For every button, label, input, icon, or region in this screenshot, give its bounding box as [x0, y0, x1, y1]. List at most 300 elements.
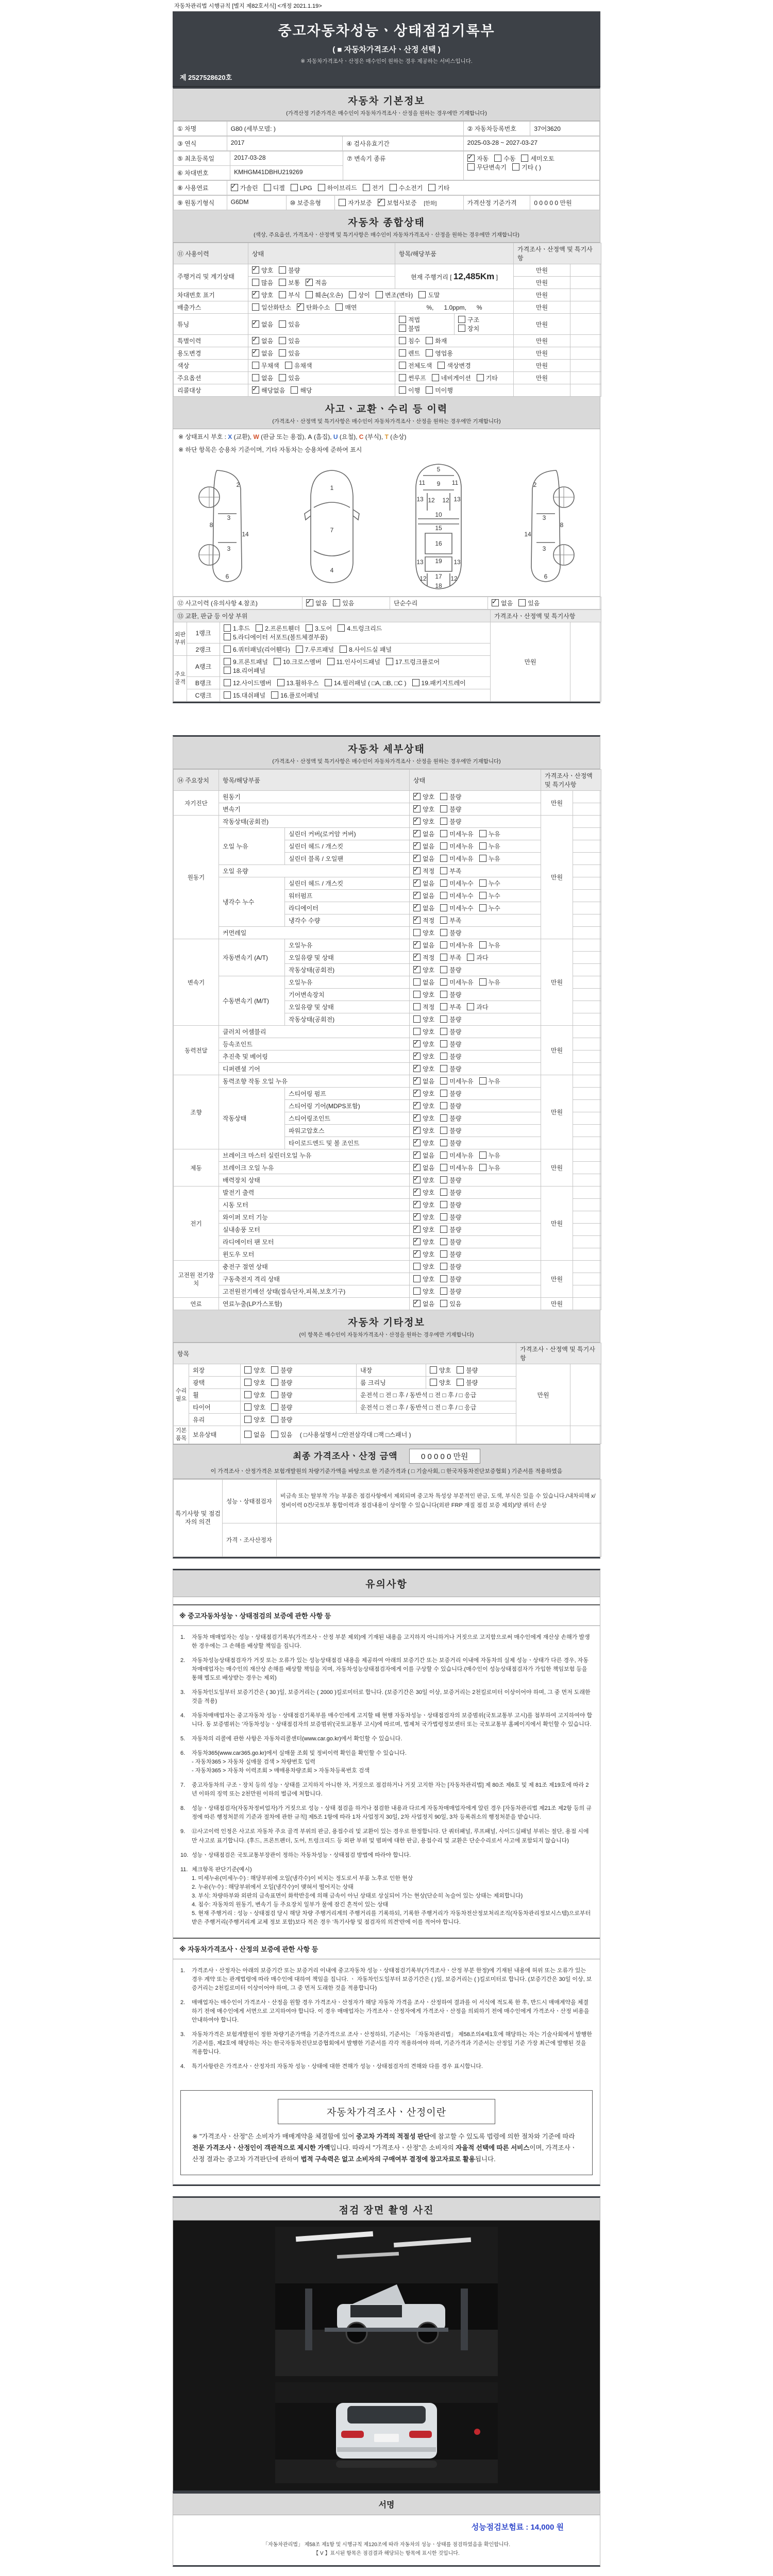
checked-checkbox-icon[interactable]: [413, 805, 421, 812]
unchecked-checkbox-icon[interactable]: [479, 1151, 486, 1159]
checkbox-option[interactable]: [224, 624, 250, 633]
unchecked-checkbox-icon[interactable]: [440, 1102, 447, 1109]
checkbox-option[interactable]: [413, 1238, 434, 1246]
checkbox-option[interactable]: [494, 154, 515, 163]
checkbox-option[interactable]: [413, 1027, 434, 1036]
checkbox-option[interactable]: [256, 624, 300, 633]
unchecked-checkbox-icon[interactable]: [335, 303, 343, 311]
unchecked-checkbox-icon[interactable]: [440, 1053, 447, 1060]
unchecked-checkbox-icon[interactable]: [479, 941, 486, 948]
unchecked-checkbox-icon[interactable]: [264, 184, 271, 191]
checked-checkbox-icon[interactable]: [413, 855, 421, 862]
unchecked-checkbox-icon[interactable]: [440, 904, 447, 911]
checkbox-option[interactable]: [412, 679, 466, 687]
unchecked-checkbox-icon[interactable]: [479, 842, 486, 850]
checkbox-option[interactable]: [297, 303, 330, 312]
unchecked-checkbox-icon[interactable]: [467, 1003, 474, 1010]
checkbox-option[interactable]: [440, 891, 473, 900]
unchecked-checkbox-icon[interactable]: [440, 978, 447, 986]
unchecked-checkbox-icon[interactable]: [467, 954, 474, 961]
checkbox-option[interactable]: [479, 829, 500, 838]
checked-checkbox-icon[interactable]: [413, 1213, 421, 1221]
unchecked-checkbox-icon[interactable]: [438, 362, 445, 369]
unchecked-checkbox-icon[interactable]: [413, 1263, 421, 1270]
unchecked-checkbox-icon[interactable]: [440, 1015, 447, 1023]
checkbox-option[interactable]: [413, 1200, 434, 1209]
unchecked-checkbox-icon[interactable]: [440, 929, 447, 936]
checkbox-option[interactable]: [413, 928, 434, 937]
checkbox-option[interactable]: [252, 278, 273, 287]
checkbox-option[interactable]: [413, 1015, 434, 1024]
unchecked-checkbox-icon[interactable]: [279, 374, 286, 381]
checked-checkbox-icon[interactable]: [252, 337, 259, 344]
unchecked-checkbox-icon[interactable]: [440, 1238, 447, 1245]
unchecked-checkbox-icon[interactable]: [440, 793, 447, 800]
unchecked-checkbox-icon[interactable]: [271, 1416, 278, 1423]
unchecked-checkbox-icon[interactable]: [399, 374, 406, 381]
checkbox-option[interactable]: [224, 679, 272, 687]
unchecked-checkbox-icon[interactable]: [440, 1263, 447, 1270]
checked-checkbox-icon[interactable]: [492, 599, 499, 606]
checkbox-option[interactable]: [318, 183, 357, 192]
checkbox-option[interactable]: [252, 349, 273, 358]
unchecked-checkbox-icon[interactable]: [279, 320, 286, 328]
unchecked-checkbox-icon[interactable]: [399, 337, 406, 344]
unchecked-checkbox-icon[interactable]: [224, 633, 231, 640]
checkbox-option[interactable]: [390, 183, 423, 192]
unchecked-checkbox-icon[interactable]: [413, 1028, 421, 1035]
checkbox-option[interactable]: [413, 1225, 434, 1234]
unchecked-checkbox-icon[interactable]: [518, 599, 526, 606]
checkbox-option[interactable]: [279, 278, 300, 287]
checkbox-option[interactable]: [438, 361, 470, 370]
checked-checkbox-icon[interactable]: [413, 1114, 421, 1122]
checkbox-option[interactable]: [335, 303, 357, 312]
checkbox-option[interactable]: [440, 1139, 461, 1147]
checkbox-option[interactable]: [399, 315, 420, 324]
checkbox-option[interactable]: [413, 854, 434, 863]
checked-checkbox-icon[interactable]: [413, 892, 421, 899]
unchecked-checkbox-icon[interactable]: [274, 658, 281, 665]
unchecked-checkbox-icon[interactable]: [318, 184, 325, 191]
unchecked-checkbox-icon[interactable]: [479, 830, 486, 837]
unchecked-checkbox-icon[interactable]: [426, 337, 433, 344]
unchecked-checkbox-icon[interactable]: [291, 184, 298, 191]
checkbox-option[interactable]: [244, 1391, 265, 1399]
checkbox-option[interactable]: [440, 978, 473, 987]
checkbox-option[interactable]: [413, 1052, 434, 1061]
checkbox-option[interactable]: [413, 990, 434, 999]
checkbox-option[interactable]: [413, 1003, 434, 1011]
unchecked-checkbox-icon[interactable]: [325, 679, 332, 686]
checkbox-option[interactable]: [440, 817, 461, 826]
checkbox-option[interactable]: [306, 291, 343, 299]
unchecked-checkbox-icon[interactable]: [244, 1366, 251, 1374]
checkbox-option[interactable]: [440, 1262, 461, 1271]
checkbox-option[interactable]: [440, 1114, 461, 1123]
unchecked-checkbox-icon[interactable]: [521, 155, 528, 162]
checkbox-option[interactable]: [413, 978, 434, 987]
checkbox-option[interactable]: [306, 278, 327, 287]
checkbox-option[interactable]: [479, 1151, 500, 1160]
checkbox-option[interactable]: [296, 645, 334, 654]
checkbox-option[interactable]: [479, 854, 500, 863]
checkbox-option[interactable]: [479, 891, 500, 900]
unchecked-checkbox-icon[interactable]: [440, 830, 447, 837]
checked-checkbox-icon[interactable]: [413, 1077, 421, 1084]
unchecked-checkbox-icon[interactable]: [440, 1139, 447, 1146]
checkbox-option[interactable]: [440, 1250, 461, 1259]
unchecked-checkbox-icon[interactable]: [271, 691, 278, 699]
checkbox-option[interactable]: [224, 691, 265, 700]
checked-checkbox-icon[interactable]: [252, 349, 259, 357]
checked-checkbox-icon[interactable]: [413, 1250, 421, 1258]
checkbox-option[interactable]: [244, 1430, 265, 1439]
unchecked-checkbox-icon[interactable]: [467, 163, 475, 171]
checkbox-option[interactable]: [440, 941, 473, 950]
checkbox-option[interactable]: [277, 679, 319, 687]
checked-checkbox-icon[interactable]: [413, 904, 421, 911]
checkbox-option[interactable]: [440, 1040, 461, 1048]
unchecked-checkbox-icon[interactable]: [458, 316, 465, 323]
checkbox-option[interactable]: [252, 336, 273, 345]
unchecked-checkbox-icon[interactable]: [440, 1300, 447, 1307]
unchecked-checkbox-icon[interactable]: [432, 374, 439, 381]
checkbox-option[interactable]: [252, 374, 273, 382]
unchecked-checkbox-icon[interactable]: [440, 991, 447, 998]
checkbox-option[interactable]: [440, 867, 461, 875]
checkbox-option[interactable]: [279, 291, 300, 299]
checkbox-option[interactable]: [413, 953, 434, 962]
checkbox-option[interactable]: [440, 1188, 461, 1197]
checkbox-option[interactable]: [440, 1275, 461, 1283]
checked-checkbox-icon[interactable]: [413, 1300, 421, 1307]
checkbox-option[interactable]: [479, 1077, 500, 1086]
checkbox-option[interactable]: [244, 1415, 265, 1424]
unchecked-checkbox-icon[interactable]: [399, 349, 406, 357]
unchecked-checkbox-icon[interactable]: [440, 1040, 447, 1047]
checkbox-option[interactable]: [413, 1275, 434, 1283]
unchecked-checkbox-icon[interactable]: [252, 374, 259, 381]
checked-checkbox-icon[interactable]: [413, 966, 421, 973]
checkbox-option[interactable]: [224, 666, 265, 675]
unchecked-checkbox-icon[interactable]: [256, 624, 263, 632]
checkbox-option[interactable]: [467, 1003, 488, 1011]
unchecked-checkbox-icon[interactable]: [279, 266, 286, 274]
checked-checkbox-icon[interactable]: [413, 1201, 421, 1208]
checkbox-option[interactable]: [440, 965, 461, 974]
checkbox-option[interactable]: [413, 879, 434, 888]
unchecked-checkbox-icon[interactable]: [440, 954, 447, 961]
checkbox-option[interactable]: [271, 1378, 292, 1387]
checkbox-option[interactable]: [440, 990, 461, 999]
checkbox-option[interactable]: [413, 1114, 434, 1123]
unchecked-checkbox-icon[interactable]: [399, 386, 406, 394]
checked-checkbox-icon[interactable]: [413, 793, 421, 800]
checkbox-option[interactable]: [274, 657, 322, 666]
unchecked-checkbox-icon[interactable]: [339, 199, 346, 206]
checkbox-option[interactable]: [477, 374, 498, 382]
checkbox-option[interactable]: [457, 1378, 478, 1387]
checkbox-option[interactable]: [418, 291, 440, 299]
checked-checkbox-icon[interactable]: [413, 1090, 421, 1097]
unchecked-checkbox-icon[interactable]: [386, 658, 393, 665]
checked-checkbox-icon[interactable]: [413, 1040, 421, 1047]
unchecked-checkbox-icon[interactable]: [244, 1379, 251, 1386]
checkbox-option[interactable]: [271, 1415, 292, 1424]
checkbox-option[interactable]: [413, 1250, 434, 1259]
checkbox-option[interactable]: [492, 599, 513, 607]
checked-checkbox-icon[interactable]: [413, 867, 421, 874]
checked-checkbox-icon[interactable]: [306, 599, 313, 606]
unchecked-checkbox-icon[interactable]: [224, 646, 231, 653]
unchecked-checkbox-icon[interactable]: [413, 1015, 421, 1023]
unchecked-checkbox-icon[interactable]: [252, 362, 259, 369]
checkbox-option[interactable]: [231, 183, 258, 192]
checkbox-option[interactable]: [413, 1077, 434, 1086]
unchecked-checkbox-icon[interactable]: [252, 303, 259, 311]
checked-checkbox-icon[interactable]: [413, 1176, 421, 1183]
checkbox-option[interactable]: [399, 336, 420, 345]
unchecked-checkbox-icon[interactable]: [479, 1077, 486, 1084]
checkbox-option[interactable]: [479, 1163, 500, 1172]
checked-checkbox-icon[interactable]: [252, 266, 259, 274]
checkbox-option[interactable]: [271, 1391, 292, 1399]
checked-checkbox-icon[interactable]: [413, 1053, 421, 1060]
unchecked-checkbox-icon[interactable]: [440, 1250, 447, 1258]
checkbox-option[interactable]: [252, 386, 285, 395]
checkbox-option[interactable]: [224, 657, 268, 666]
unchecked-checkbox-icon[interactable]: [428, 184, 435, 191]
checkbox-option[interactable]: [252, 320, 273, 329]
unchecked-checkbox-icon[interactable]: [349, 291, 356, 298]
unchecked-checkbox-icon[interactable]: [252, 279, 259, 286]
unchecked-checkbox-icon[interactable]: [413, 1287, 421, 1295]
unchecked-checkbox-icon[interactable]: [271, 1391, 278, 1398]
checkbox-option[interactable]: [279, 349, 300, 358]
checkbox-option[interactable]: [426, 386, 453, 395]
unchecked-checkbox-icon[interactable]: [224, 679, 231, 686]
checkbox-option[interactable]: [339, 198, 372, 207]
unchecked-checkbox-icon[interactable]: [440, 941, 447, 948]
unchecked-checkbox-icon[interactable]: [440, 892, 447, 899]
checked-checkbox-icon[interactable]: [413, 1226, 421, 1233]
checked-checkbox-icon[interactable]: [413, 1151, 421, 1159]
unchecked-checkbox-icon[interactable]: [440, 1164, 447, 1171]
checkbox-option[interactable]: [386, 657, 440, 666]
unchecked-checkbox-icon[interactable]: [440, 818, 447, 825]
checkbox-option[interactable]: [224, 633, 328, 641]
unchecked-checkbox-icon[interactable]: [390, 184, 397, 191]
checkbox-option[interactable]: [413, 941, 434, 950]
checked-checkbox-icon[interactable]: [413, 1139, 421, 1146]
checkbox-option[interactable]: [413, 916, 434, 925]
checkbox-option[interactable]: [413, 1262, 434, 1271]
unchecked-checkbox-icon[interactable]: [285, 362, 292, 369]
checkbox-option[interactable]: [413, 965, 434, 974]
checkbox-option[interactable]: [440, 1200, 461, 1209]
checkbox-option[interactable]: [399, 361, 432, 370]
unchecked-checkbox-icon[interactable]: [271, 1403, 278, 1411]
checkbox-option[interactable]: [413, 904, 434, 912]
unchecked-checkbox-icon[interactable]: [479, 892, 486, 899]
checked-checkbox-icon[interactable]: [413, 1238, 421, 1245]
checkbox-option[interactable]: [244, 1403, 265, 1412]
unchecked-checkbox-icon[interactable]: [426, 349, 433, 357]
checkbox-option[interactable]: [440, 1077, 473, 1086]
checkbox-option[interactable]: [413, 1151, 434, 1160]
unchecked-checkbox-icon[interactable]: [244, 1403, 251, 1411]
checkbox-option[interactable]: [399, 349, 420, 358]
unchecked-checkbox-icon[interactable]: [271, 1431, 278, 1438]
checked-checkbox-icon[interactable]: [413, 954, 421, 961]
checkbox-option[interactable]: [440, 928, 461, 937]
unchecked-checkbox-icon[interactable]: [440, 1151, 447, 1159]
checkbox-option[interactable]: [440, 854, 473, 863]
unchecked-checkbox-icon[interactable]: [458, 325, 465, 332]
checked-checkbox-icon[interactable]: [467, 155, 475, 162]
unchecked-checkbox-icon[interactable]: [338, 624, 345, 632]
checkbox-option[interactable]: [440, 1003, 461, 1011]
checkbox-option[interactable]: [413, 1101, 434, 1110]
unchecked-checkbox-icon[interactable]: [477, 374, 484, 381]
unchecked-checkbox-icon[interactable]: [333, 599, 340, 606]
unchecked-checkbox-icon[interactable]: [440, 855, 447, 862]
checked-checkbox-icon[interactable]: [413, 1164, 421, 1171]
unchecked-checkbox-icon[interactable]: [440, 867, 447, 874]
checked-checkbox-icon[interactable]: [413, 818, 421, 825]
checkbox-option[interactable]: [440, 829, 473, 838]
checkbox-option[interactable]: [413, 842, 434, 851]
checkbox-option[interactable]: [306, 599, 327, 607]
checkbox-option[interactable]: [440, 805, 461, 814]
unchecked-checkbox-icon[interactable]: [279, 337, 286, 344]
checked-checkbox-icon[interactable]: [252, 320, 259, 328]
checkbox-option[interactable]: [479, 978, 500, 987]
checkbox-option[interactable]: [279, 320, 300, 329]
unchecked-checkbox-icon[interactable]: [479, 855, 486, 862]
checkbox-option[interactable]: [378, 198, 417, 207]
checkbox-option[interactable]: [413, 792, 434, 801]
unchecked-checkbox-icon[interactable]: [224, 658, 231, 665]
unchecked-checkbox-icon[interactable]: [440, 1028, 447, 1035]
unchecked-checkbox-icon[interactable]: [244, 1431, 251, 1438]
checkbox-option[interactable]: [440, 1299, 461, 1308]
unchecked-checkbox-icon[interactable]: [413, 991, 421, 998]
unchecked-checkbox-icon[interactable]: [376, 291, 383, 298]
checked-checkbox-icon[interactable]: [231, 184, 238, 191]
checkbox-option[interactable]: [413, 829, 434, 838]
checked-checkbox-icon[interactable]: [413, 830, 421, 837]
unchecked-checkbox-icon[interactable]: [327, 658, 334, 665]
unchecked-checkbox-icon[interactable]: [399, 362, 406, 369]
unchecked-checkbox-icon[interactable]: [494, 155, 501, 162]
unchecked-checkbox-icon[interactable]: [363, 184, 370, 191]
checkbox-option[interactable]: [479, 879, 500, 888]
unchecked-checkbox-icon[interactable]: [440, 1127, 447, 1134]
unchecked-checkbox-icon[interactable]: [296, 646, 303, 653]
checkbox-option[interactable]: [413, 891, 434, 900]
unchecked-checkbox-icon[interactable]: [413, 978, 421, 986]
unchecked-checkbox-icon[interactable]: [440, 1213, 447, 1221]
checkbox-option[interactable]: [479, 842, 500, 851]
checkbox-option[interactable]: [252, 291, 273, 299]
unchecked-checkbox-icon[interactable]: [244, 1416, 251, 1423]
checkbox-option[interactable]: [440, 1213, 461, 1222]
unchecked-checkbox-icon[interactable]: [271, 1366, 278, 1374]
unchecked-checkbox-icon[interactable]: [440, 805, 447, 812]
checked-checkbox-icon[interactable]: [413, 1189, 421, 1196]
checkbox-option[interactable]: [440, 904, 473, 912]
unchecked-checkbox-icon[interactable]: [430, 1379, 437, 1386]
checkbox-option[interactable]: [271, 1366, 292, 1375]
checkbox-option[interactable]: [291, 184, 312, 192]
checkbox-option[interactable]: [376, 291, 413, 299]
checkbox-option[interactable]: [413, 1176, 434, 1184]
unchecked-checkbox-icon[interactable]: [440, 1226, 447, 1233]
checked-checkbox-icon[interactable]: [306, 279, 313, 286]
unchecked-checkbox-icon[interactable]: [440, 879, 447, 887]
checked-checkbox-icon[interactable]: [378, 199, 385, 206]
unchecked-checkbox-icon[interactable]: [224, 691, 231, 699]
checkbox-option[interactable]: [430, 1378, 451, 1387]
checkbox-option[interactable]: [413, 1040, 434, 1048]
unchecked-checkbox-icon[interactable]: [512, 163, 519, 171]
checkbox-option[interactable]: [252, 266, 273, 275]
checkbox-option[interactable]: [467, 163, 507, 172]
unchecked-checkbox-icon[interactable]: [440, 917, 447, 924]
unchecked-checkbox-icon[interactable]: [430, 1366, 437, 1374]
unchecked-checkbox-icon[interactable]: [426, 386, 433, 394]
checkbox-option[interactable]: [426, 349, 453, 358]
checkbox-option[interactable]: [426, 336, 447, 345]
checkbox-option[interactable]: [432, 374, 471, 382]
checkbox-option[interactable]: [413, 1064, 434, 1073]
checked-checkbox-icon[interactable]: [297, 303, 304, 311]
checkbox-option[interactable]: [440, 1163, 473, 1172]
checkbox-option[interactable]: [413, 817, 434, 826]
unchecked-checkbox-icon[interactable]: [440, 966, 447, 973]
checkbox-option[interactable]: [327, 657, 380, 666]
unchecked-checkbox-icon[interactable]: [440, 1287, 447, 1295]
checkbox-option[interactable]: [306, 624, 332, 633]
unchecked-checkbox-icon[interactable]: [306, 624, 313, 632]
checkbox-option[interactable]: [479, 941, 500, 950]
checkbox-option[interactable]: [279, 374, 300, 382]
unchecked-checkbox-icon[interactable]: [440, 1090, 447, 1097]
unchecked-checkbox-icon[interactable]: [306, 291, 313, 298]
checkbox-option[interactable]: [440, 1052, 461, 1061]
checkbox-option[interactable]: [399, 324, 420, 333]
checkbox-option[interactable]: [271, 691, 319, 700]
checkbox-option[interactable]: [413, 1213, 434, 1222]
checkbox-option[interactable]: [440, 1225, 461, 1234]
unchecked-checkbox-icon[interactable]: [440, 1176, 447, 1183]
checked-checkbox-icon[interactable]: [413, 1065, 421, 1072]
unchecked-checkbox-icon[interactable]: [279, 291, 286, 298]
checked-checkbox-icon[interactable]: [252, 386, 259, 394]
checkbox-option[interactable]: [413, 1126, 434, 1135]
unchecked-checkbox-icon[interactable]: [279, 279, 286, 286]
unchecked-checkbox-icon[interactable]: [412, 679, 419, 686]
checked-checkbox-icon[interactable]: [252, 291, 259, 298]
checkbox-option[interactable]: [440, 1064, 461, 1073]
unchecked-checkbox-icon[interactable]: [271, 1379, 278, 1386]
checkbox-option[interactable]: [413, 1163, 434, 1172]
checkbox-option[interactable]: [440, 1089, 461, 1098]
unchecked-checkbox-icon[interactable]: [479, 879, 486, 887]
checkbox-option[interactable]: [440, 1238, 461, 1246]
